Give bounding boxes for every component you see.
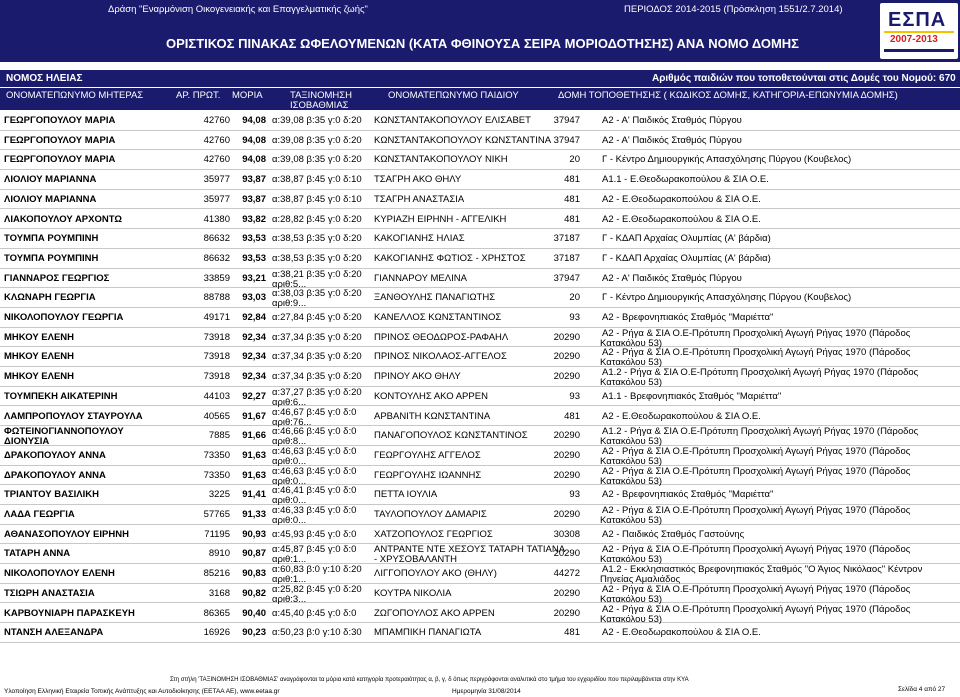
cell-code: 20290 xyxy=(553,509,580,520)
table-row xyxy=(0,150,960,170)
table-row xyxy=(0,308,960,328)
cell-isob-line2: αριθ:0... xyxy=(272,475,307,487)
cell-code: 481 xyxy=(564,410,580,422)
cell-isob: α:46,63 β:45 γ:0 δ:0 xyxy=(272,465,357,477)
page-number: Σελίδα 4 από 27 xyxy=(898,686,946,693)
cell-moria: 91,63 xyxy=(242,469,266,481)
cell-code: 20 xyxy=(569,154,580,166)
cell-isob: α:38,87 β:45 γ:0 δ:10 xyxy=(272,174,362,186)
cell-struct: Γ - Κέντρο Δημιουργικής Απασχόλησης Πύργου (Κουβελος) xyxy=(602,154,852,166)
cell-prot: 3225 xyxy=(208,489,230,501)
cell-moria: 94,08 xyxy=(242,115,266,126)
cell-struct: Α2 - Α' Παιδικός Σταθμός Πύργου xyxy=(602,134,742,146)
cell-code: 20290 xyxy=(553,469,580,481)
cell-struct: Α2 - Ε.Θεοδωρακοπούλου & ΣΙΑ Ο.Ε. xyxy=(602,193,761,205)
cell-child: ΚΑΚΟΓΙΑΝΗΣ ΦΩΤΙΟΣ - ΧΡΗΣΤΟΣ xyxy=(374,252,526,264)
column-header-bar xyxy=(0,87,960,110)
cell-mother: ΑΘΑΝΑΣΟΠΟΥΛΟΥ ΕΙΡΗΝΗ xyxy=(4,528,129,540)
cell-code: 20290 xyxy=(553,548,580,560)
cell-isob: α:46,66 β:45 γ:0 δ:0 xyxy=(272,426,357,438)
cell-child: ΤΣΑΓΡΗ ΑΝΑΣΤΑΣΙΑ xyxy=(374,193,465,205)
cell-child: ΓΕΩΡΓΟΥΛΗΣ ΑΓΓΕΛΟΣ xyxy=(374,449,481,461)
cell-prot: 57765 xyxy=(203,509,230,520)
cell-mother: ΝΙΚΟΛΟΠΟΥΛΟΥ ΕΛΕΝΗ xyxy=(4,568,115,580)
cell-code: 481 xyxy=(564,193,580,205)
cell-child: ΚΑΚΟΓΙΑΝΗΣ ΗΛΙΑΣ xyxy=(374,233,465,245)
cell-child: ΤΑΥΛΟΠΟΥΛΟΥ ΔΑΜΑΡΙΣ xyxy=(374,509,487,520)
cell-isob-line2: αριθ:3... xyxy=(272,593,307,605)
logo-stripe xyxy=(884,31,954,33)
cell-isob-line2: αριθ:5... xyxy=(272,278,307,290)
cell-mother: ΜΗΚΟΥ ΕΛΕΝΗ xyxy=(4,351,75,363)
cell-child: ΖΩΓΟΠΟΥΛΟΣ ΑΚΟ ΑΡΡΕΝ xyxy=(374,607,495,619)
table-row xyxy=(0,288,960,308)
cell-isob: α:37,27 β:35 γ:0 δ:20 xyxy=(272,386,362,398)
table-row xyxy=(0,525,960,545)
cell-prot: 88788 xyxy=(203,292,230,304)
table-row xyxy=(0,466,960,486)
cell-child: ΧΑΤΖΟΠΟΥΛΟΣ ΓΕΩΡΓΙΟΣ xyxy=(374,528,493,540)
cell-code: 20290 xyxy=(553,331,580,343)
cell-isob-line2: αριθ:1... xyxy=(272,554,307,566)
cell-moria: 92,27 xyxy=(242,390,266,402)
cell-code: 37187 xyxy=(553,233,580,245)
table-row xyxy=(0,367,960,387)
cell-moria: 94,08 xyxy=(242,134,266,146)
cell-isob: α:45,93 β:45 γ:0 δ:0 xyxy=(272,528,357,540)
cell-moria: 92,84 xyxy=(242,312,266,323)
cell-struct: Α1.2 - Ρήγα & ΣΙΑ Ο.Ε-Πρότυπη Προσχολική Αγωγή Ρήγας 1970 (Πάροδος xyxy=(602,367,919,379)
col-isob-1: ΤΑΞΙΝΟΜΗΣΗ xyxy=(290,90,353,101)
cell-code: 37947 xyxy=(553,115,580,126)
cell-prot: 41380 xyxy=(203,213,230,225)
cell-prot: 44103 xyxy=(203,390,230,402)
cell-moria: 93,87 xyxy=(242,174,266,186)
cell-mother: ΛΙΟΛΙΟΥ ΜΑΡΙΑΝΝΑ xyxy=(4,193,97,205)
cell-isob: α:46,41 β:45 γ:0 δ:0 xyxy=(272,485,357,497)
cell-prot: 86365 xyxy=(203,607,230,619)
cell-mother: ΚΛΩΝΑΡΗ ΓΕΩΡΓΙΑ xyxy=(4,292,96,304)
cell-isob: α:38,87 β:45 γ:0 δ:10 xyxy=(272,193,362,205)
cell-struct-line2: Κατακόλου 53) xyxy=(600,554,663,566)
cell-isob: α:39,08 β:35 γ:0 δ:20 xyxy=(272,134,362,146)
cell-mother: ΛΙΑΚΟΠΟΥΛΟΥ ΑΡΧΟΝΤΩ xyxy=(4,213,122,225)
cell-isob-line2: αριθ:0... xyxy=(272,495,307,507)
cell-moria: 90,93 xyxy=(242,528,266,540)
table-row xyxy=(0,170,960,190)
cell-moria: 92,34 xyxy=(242,351,266,363)
cell-code: 20 xyxy=(569,292,580,304)
cell-isob: α:37,34 β:35 γ:0 δ:20 xyxy=(272,351,362,363)
cell-prot: 73918 xyxy=(203,331,230,343)
cell-struct: Α2 - Ρήγα & ΣΙΑ Ο.Ε-Πρότυπη Προσχολική Αγωγή Ρήγας 1970 (Πάροδος xyxy=(602,583,911,595)
table-row xyxy=(0,347,960,367)
cell-mother: ΔΡΑΚΟΠΟΥΛΟΥ ΑΝΝΑ xyxy=(4,469,106,481)
cell-struct: Α2 - Ρήγα & ΣΙΑ Ο.Ε-Πρότυπη Προσχολική Αγωγή Ρήγας 1970 (Πάροδος xyxy=(602,445,911,457)
cell-struct-line2: Κατακόλου 53) xyxy=(600,475,663,487)
cell-mother: ΜΗΚΟΥ ΕΛΕΝΗ xyxy=(4,371,75,383)
cell-struct: Α2 - Βρεφονηπιακός Σταθμός "Μαριέττα" xyxy=(602,489,774,501)
cell-mother: ΔΡΑΚΟΠΟΥΛΟΥ ΑΝΝΑ xyxy=(4,449,106,461)
table-row xyxy=(0,210,960,230)
cell-prot: 40565 xyxy=(203,410,230,422)
cell-prot: 42760 xyxy=(203,115,230,126)
cell-child: ΚΟΝΤΟΥΛΗΣ ΑΚΟ ΑΡΡΕΝ xyxy=(374,390,488,402)
cell-isob: α:38,21 β:35 γ:0 δ:20 xyxy=(272,268,362,280)
region-count: Αριθμός παιδιών που τοποθετούνται στις Δομές του Νομού: 670 xyxy=(652,73,956,84)
table-row xyxy=(0,111,960,131)
cell-moria: 93,87 xyxy=(242,193,266,205)
cell-isob-line2: αριθ:76... xyxy=(272,416,312,428)
cell-struct: Α2 - Α' Παιδικός Σταθμός Πύργου xyxy=(602,272,742,284)
cell-struct: Α2 - Ε.Θεοδωρακοπούλου & ΣΙΑ Ο.Ε. xyxy=(602,627,761,639)
cell-isob: α:39,08 β:35 γ:0 δ:20 xyxy=(272,154,362,166)
table-row xyxy=(0,485,960,505)
cell-child: ΚΑΝΕΛΛΟΣ ΚΩΝΣΤΑΝΤΙΝΟΣ xyxy=(374,312,502,323)
cell-struct: Α2 - Παιδικός Σταθμός Γαστούνης xyxy=(602,528,745,540)
program-title: Δράση "Εναρμόνιση Οικογενειακής και Επαγγελματικής ζωής" xyxy=(108,4,368,15)
cell-isob: α:38,03 β:35 γ:0 δ:20 xyxy=(272,288,362,300)
cell-prot: 35977 xyxy=(203,174,230,186)
cell-code: 20290 xyxy=(553,587,580,599)
cell-child: ΞΑΝΘΟΥΛΗΣ ΠΑΝΑΓΙΩΤΗΣ xyxy=(374,292,496,304)
cell-code: 37187 xyxy=(553,252,580,264)
cell-child: ΓΙΑΝΝΑΡΟΥ ΜΕΛΙΝΑ xyxy=(374,272,467,284)
cell-struct: Α2 - Ε.Θεοδωρακοπούλου & ΣΙΑ Ο.Ε. xyxy=(602,213,761,225)
table-row xyxy=(0,604,960,624)
cell-struct: Γ - ΚΔΑΠ Αρχαίας Ολυμπίας (Α' βάρδια) xyxy=(602,252,771,264)
cell-child: ΚΟΥΤΡΑ ΝΙΚΟΛΙΑ xyxy=(374,587,452,599)
cell-child: ΠΡΙΝΟΥ ΑΚΟ ΘΗΛΥ xyxy=(374,371,461,383)
region-name: ΝΟΜΟΣ ΗΛΕΙΑΣ xyxy=(6,73,83,84)
cell-prot: 86632 xyxy=(203,233,230,245)
cell-code: 30308 xyxy=(553,528,580,540)
cell-mother: ΛΑΔΑ ΓΕΩΡΓΙΑ xyxy=(4,509,75,520)
cell-struct: Α2 - Ρήγα & ΣΙΑ Ο.Ε-Πρότυπη Προσχολική Αγωγή Ρήγας 1970 (Πάροδος xyxy=(602,505,911,516)
col-child: ΟΝΟΜΑΤΕΠΩΝΥΜΟ ΠΑΙΔΙΟΥ xyxy=(388,90,519,101)
table-row xyxy=(0,584,960,604)
col-isob-2: ΙΣΟΒΑΘΜΙΑΣ xyxy=(290,100,349,111)
cell-struct: Α2 - Α' Παιδικός Σταθμός Πύργου xyxy=(602,115,742,126)
cell-prot: 49171 xyxy=(203,312,230,323)
cell-child: ΛΙΓΓΟΠΟΥΛΟΥ ΑΚΟ (ΘΗΛΥ) xyxy=(374,568,497,580)
cell-moria: 90,83 xyxy=(242,568,266,580)
cell-moria: 93,82 xyxy=(242,213,266,225)
cell-moria: 90,40 xyxy=(242,607,266,619)
table-row xyxy=(0,505,960,525)
cell-code: 20290 xyxy=(553,449,580,461)
table-row xyxy=(0,269,960,289)
cell-code: 20290 xyxy=(553,607,580,619)
cell-isob-line2: αριθ:8... xyxy=(272,436,307,448)
table-row xyxy=(0,387,960,407)
cell-isob-line2: αριθ:0... xyxy=(272,455,307,467)
logo-years: 2007-2013 xyxy=(890,34,938,45)
cell-moria: 93,03 xyxy=(242,292,266,304)
cell-isob: α:25,82 β:45 γ:0 δ:20 xyxy=(272,583,362,595)
header-band xyxy=(0,0,960,62)
cell-struct-line2: Κατακόλου 53) xyxy=(600,357,663,369)
cell-mother: ΚΑΡΒΟΥΝΙΑΡΗ ΠΑΡΑΣΚΕΥΗ xyxy=(4,607,135,619)
cell-child: ΤΣΑΓΡΗ ΑΚΟ ΘΗΛΥ xyxy=(374,174,462,186)
cell-isob: α:37,34 β:35 γ:0 δ:20 xyxy=(272,331,362,343)
cell-struct: Α2 - Ρήγα & ΣΙΑ Ο.Ε-Πρότυπη Προσχολική Αγωγή Ρήγας 1970 (Πάροδος xyxy=(602,603,911,615)
cell-prot: 7885 xyxy=(208,430,230,442)
cell-moria: 93,53 xyxy=(242,233,266,245)
cell-mother: ΤΡΙΑΝΤΟΥ ΒΑΣΙΛΙΚΗ xyxy=(4,489,99,501)
table-row xyxy=(0,190,960,210)
cell-child: ΚΥΡΙΑΖΗ ΕΙΡΗΝΗ - ΑΓΓΕΛΙΚΗ xyxy=(374,213,507,225)
cell-code: 481 xyxy=(564,213,580,225)
cell-moria: 91,33 xyxy=(242,509,266,520)
cell-prot: 86632 xyxy=(203,252,230,264)
cell-struct: Γ - ΚΔΑΠ Αρχαίας Ολυμπίας (Α' βάρδια) xyxy=(602,233,771,245)
footer-date: Ημερομηνία 31/08/2014 xyxy=(452,688,521,695)
page-title: ΟΡΙΣΤΙΚΟΣ ΠΙΝΑΚΑΣ ΩΦΕΛΟΥΜΕΝΩΝ (ΚΑΤΑ ΦΘΙΝΟΥΣΑ ΣΕΙΡΑ ΜΟΡΙΟΔΟΤΗΣΗΣ) ΑΝΑ ΝΟΜΟ ΔΟΜΗΣ xyxy=(166,36,799,51)
cell-child: ΠΡΙΝΟΣ ΘΕΟΔΩΡΟΣ-ΡΑΦΑΗΛ xyxy=(374,331,509,343)
cell-code: 20290 xyxy=(553,351,580,363)
cell-mother: ΓΕΩΡΓΟΠΟΥΛΟΥ ΜΑΡΙΑ xyxy=(4,134,116,146)
cell-struct: Α2 - Ε.Θεοδωρακοπούλου & ΣΙΑ Ο.Ε. xyxy=(602,410,761,422)
cell-struct: Α2 - Ρήγα & ΣΙΑ Ο.Ε-Πρότυπη Προσχολική Αγωγή Ρήγας 1970 (Πάροδος xyxy=(602,465,911,477)
cell-prot: 33859 xyxy=(203,272,230,284)
table-row xyxy=(0,249,960,269)
cell-prot: 73350 xyxy=(203,469,230,481)
cell-moria: 91,41 xyxy=(242,489,266,501)
cell-struct: Α2 - Ρήγα & ΣΙΑ Ο.Ε-Πρότυπη Προσχολική Αγωγή Ρήγας 1970 (Πάροδος xyxy=(602,544,911,556)
cell-struct-line2: Πηνείας Αμαλιάδος xyxy=(600,574,681,586)
cell-struct-line2: Κατακόλου 53) xyxy=(600,337,663,349)
cell-mother: ΛΙΟΛΙΟΥ ΜΑΡΙΑΝΝΑ xyxy=(4,174,97,186)
cell-code: 93 xyxy=(569,312,580,323)
table-row xyxy=(0,544,960,564)
cell-child: ΓΕΩΡΓΟΥΛΗΣ ΙΩΑΝΝΗΣ xyxy=(374,469,482,481)
cell-prot: 73918 xyxy=(203,351,230,363)
table-row xyxy=(0,426,960,446)
cell-prot: 42760 xyxy=(203,134,230,146)
cell-struct: Α1.2 - Ρήγα & ΣΙΑ Ο.Ε-Πρότυπη Προσχολική Αγωγή Ρήγας 1970 (Πάροδος xyxy=(602,426,919,438)
cell-child: ΑΡΒΑΝΙΤΗ ΚΩΝΣΤΑΝΤΙΝΑ xyxy=(374,410,491,422)
cell-moria: 90,23 xyxy=(242,627,266,639)
cell-struct-line2: Κατακόλου 53) xyxy=(600,436,663,448)
cell-code: 44272 xyxy=(553,568,580,580)
cell-code: 20290 xyxy=(553,430,580,442)
cell-child: ΠΑΝΑΓΟΠΟΥΛΟΣ ΚΩΝΣΤΑΝΤΙΝΟΣ xyxy=(374,430,528,442)
cell-mother-line2: ΔΙΟΝΥΣΙΑ xyxy=(4,436,50,448)
col-prot: ΑΡ. ΠΡΩΤ. xyxy=(176,90,221,101)
cell-isob: α:46,33 β:45 γ:0 δ:0 xyxy=(272,505,357,516)
period-text: ΠΕΡΙΟΔΟΣ 2014-2015 (Πρόσκληση 1551/2.7.2014) xyxy=(624,4,843,15)
footer-organization: Υλοποίηση Ελληνική Εταιρεία Τοπικής Ανάπτυξης και Αυτοδιοίκησης (ΕΕΤΑΑ ΑΕ), www.eetaa.gr xyxy=(4,688,280,695)
cell-moria: 94,08 xyxy=(242,154,266,166)
cell-prot: 85216 xyxy=(203,568,230,580)
region-bar xyxy=(0,70,960,87)
cell-struct: Α2 - Ρήγα & ΣΙΑ Ο.Ε-Πρότυπη Προσχολική Αγωγή Ρήγας 1970 (Πάροδος xyxy=(602,347,911,359)
cell-code: 93 xyxy=(569,390,580,402)
cell-mother: ΝΤΑΝΣΗ ΑΛΕΞΑΝΔΡΑ xyxy=(4,627,104,639)
cell-prot: 71195 xyxy=(204,528,230,540)
cell-prot: 16926 xyxy=(203,627,230,639)
cell-isob: α:45,87 β:45 γ:0 δ:0 xyxy=(272,544,357,556)
cell-isob: α:28,82 β:45 γ:0 δ:20 xyxy=(272,213,362,225)
table-row xyxy=(0,623,960,643)
cell-child: ΚΩΝΣΤΑΝΤΑΚΟΠΟΥΛΟΥ ΚΩΝΣΤΑΝΤΙΝΑ xyxy=(374,134,552,146)
cell-isob: α:39,08 β:35 γ:0 δ:20 xyxy=(272,115,362,126)
col-moria: ΜΟΡΙΑ xyxy=(232,90,263,101)
footer-note: Στη στήλη 'ΤΑΞΙΝΟΜΗΣΗ ΙΣΟΒΑΘΜΙΑΣ' αναγράφονται τα μόρια κατά κατηγορία προτεραιότητας α, β, γ, δ όπως περιγράφονται αναλυτικά στο τμήμα του εγχειριδίου που περιλαμβάνεται στην ΚΥΑ xyxy=(170,677,689,683)
cell-mother: ΤΣΙΩΡΗ ΑΝΑΣΤΑΣΙΑ xyxy=(4,587,95,599)
cell-struct-line2: Κατακόλου 53) xyxy=(600,377,663,389)
table-row xyxy=(0,229,960,249)
cell-isob-line2: αριθ:0... xyxy=(272,515,307,526)
cell-struct: Γ - Κέντρο Δημιουργικής Απασχόλησης Πύργου (Κουβελος) xyxy=(602,292,852,304)
cell-child: ΠΕΤΤΑ ΙΟΥΛΙΑ xyxy=(374,489,438,501)
cell-prot: 73918 xyxy=(203,371,230,383)
cell-code: 93 xyxy=(569,489,580,501)
table-row xyxy=(0,446,960,466)
cell-prot: 35977 xyxy=(203,193,230,205)
cell-mother: ΓΕΩΡΓΟΠΟΥΛΟΥ ΜΑΡΙΑ xyxy=(4,154,116,166)
cell-moria: 92,34 xyxy=(242,331,266,343)
cell-mother: ΜΗΚΟΥ ΕΛΕΝΗ xyxy=(4,331,75,343)
cell-moria: 90,82 xyxy=(242,587,266,599)
cell-prot: 8910 xyxy=(208,548,230,560)
cell-mother: ΤΟΥΜΠΑ ΡΟΥΜΠΙΝΗ xyxy=(4,233,99,245)
col-struct: ΔΟΜΗ ΤΟΠΟΘΕΤΗΣΗΣ ( ΚΩΔΙΚΟΣ ΔΟΜΗΣ, ΚΑΤΗΓΟΡΙΑ-ΕΠΩΝΥΜΙΑ ΔΟΜΗΣ) xyxy=(558,90,898,101)
cell-struct-line2: Κατακόλου 53) xyxy=(600,455,663,467)
cell-isob: α:60,83 β:0 γ:10 δ:20 xyxy=(272,564,362,576)
cell-struct-line2: Κατακόλου 53) xyxy=(600,515,663,526)
cell-moria: 93,53 xyxy=(242,252,266,264)
cell-moria: 91,67 xyxy=(242,410,266,422)
cell-struct: Α1.1 - Ε.Θεοδωρακοπούλου & ΣΙΑ Ο.Ε. xyxy=(602,174,769,186)
cell-isob: α:38,53 β:35 γ:0 δ:20 xyxy=(272,252,362,264)
cell-moria: 93,21 xyxy=(242,272,266,284)
cell-moria: 92,34 xyxy=(242,371,266,383)
logo-word: ΕΣΠΑ xyxy=(888,9,947,31)
cell-code: 37947 xyxy=(553,272,580,284)
cell-struct: Α1.1 - Βρεφονηπιακός Σταθμός "Μαριέττα" xyxy=(602,390,782,402)
cell-child: ΚΩΝΣΤΑΝΤΑΚΟΠΟΥΛΟΥ ΕΛΙΣΑΒΕΤ xyxy=(374,115,531,126)
cell-struct: Α2 - Ρήγα & ΣΙΑ Ο.Ε-Πρότυπη Προσχολική Αγωγή Ρήγας 1970 (Πάροδος xyxy=(602,327,911,339)
cell-isob-line2: αριθ:6... xyxy=(272,396,307,408)
cell-isob: α:37,34 β:35 γ:0 δ:20 xyxy=(272,371,362,383)
logo-stripe xyxy=(884,49,954,52)
cell-isob: α:50,23 β:0 γ:10 δ:30 xyxy=(272,627,362,639)
cell-mother: ΤΑΤΑΡΗ ΑΝΝΑ xyxy=(4,548,71,560)
cell-isob: α:46,67 β:45 γ:0 δ:0 xyxy=(272,406,357,418)
cell-struct-line2: Κατακόλου 53) xyxy=(600,593,663,605)
cell-isob: α:27,84 β:45 γ:0 δ:20 xyxy=(272,312,362,323)
col-mother: ΟΝΟΜΑΤΕΠΩΝΥΜΟ ΜΗΤΕΡΑΣ xyxy=(6,90,144,101)
cell-code: 481 xyxy=(564,174,580,186)
cell-code: 20290 xyxy=(553,371,580,383)
cell-mother: ΤΟΥΜΠΕΚΗ ΑΙΚΑΤΕΡΙΝΗ xyxy=(4,390,118,402)
espa-logo xyxy=(880,3,958,59)
cell-child: ΚΩΝΣΤΑΝΤΑΚΟΠΟΥΛΟΥ ΝΙΚΗ xyxy=(374,154,508,166)
cell-mother: ΛΑΜΠΡΟΠΟΥΛΟΥ ΣΤΑΥΡΟΥΛΑ xyxy=(4,410,143,422)
cell-prot: 42760 xyxy=(203,154,230,166)
cell-moria: 91,63 xyxy=(242,449,266,461)
cell-isob: α:46,63 β:45 γ:0 δ:0 xyxy=(272,445,357,457)
table-row xyxy=(0,564,960,584)
cell-child: ΑΝΤΡΑΝΤΕ ΝΤΕ ΧΕΣΟΥΣ ΤΑΤΑΡΗ ΤΑΤΙΑΝΑ xyxy=(374,544,566,556)
table-row xyxy=(0,328,960,348)
cell-prot: 3168 xyxy=(208,587,230,599)
cell-isob: α:38,53 β:35 γ:0 δ:20 xyxy=(272,233,362,245)
cell-child-line2: - ΧΡΥΣΟΒΑΛΑΝΤΗ xyxy=(374,554,457,566)
cell-isob: α:45,40 β:45 γ:0 δ:0 xyxy=(272,607,357,619)
cell-child: ΜΠΑΜΠΙΚΗ ΠΑΝΑΓΙΩΤΑ xyxy=(374,627,482,639)
cell-struct: Α1.2 - Εκκλησιαστικός Βρεφονηπιακός Σταθμός "Ο Άγιος Νικόλαος" Κέντρον xyxy=(602,564,923,576)
cell-mother: ΝΙΚΟΛΟΠΟΥΛΟΥ ΓΕΩΡΓΙΑ xyxy=(4,312,124,323)
cell-mother: ΓΙΑΝΝΑΡΟΣ ΓΕΩΡΓΙΟΣ xyxy=(4,272,110,284)
cell-struct: Α2 - Βρεφονηπιακός Σταθμός "Μαριέττα" xyxy=(602,312,774,323)
cell-moria: 90,87 xyxy=(242,548,266,560)
table-row xyxy=(0,131,960,151)
cell-prot: 73350 xyxy=(203,449,230,461)
cell-mother: ΓΕΩΡΓΟΠΟΥΛΟΥ ΜΑΡΙΑ xyxy=(4,115,116,126)
cell-mother: ΦΩΤΕΙΝΟΓΙΑΝΝΟΠΟΥΛΟΥ xyxy=(4,426,124,438)
cell-code: 37947 xyxy=(553,134,580,146)
cell-code: 481 xyxy=(564,627,580,639)
cell-struct-line2: Κατακόλου 53) xyxy=(600,613,663,625)
cell-isob-line2: αριθ:1... xyxy=(272,574,307,586)
table-row xyxy=(0,407,960,427)
cell-child: ΠΡΙΝΟΣ ΝΙΚΟΛΑΟΣ-ΑΓΓΕΛΟΣ xyxy=(374,351,507,363)
cell-moria: 91,66 xyxy=(242,430,266,442)
cell-isob-line2: αριθ:9... xyxy=(272,298,307,310)
cell-mother: ΤΟΥΜΠΑ ΡΟΥΜΠΙΝΗ xyxy=(4,252,99,264)
